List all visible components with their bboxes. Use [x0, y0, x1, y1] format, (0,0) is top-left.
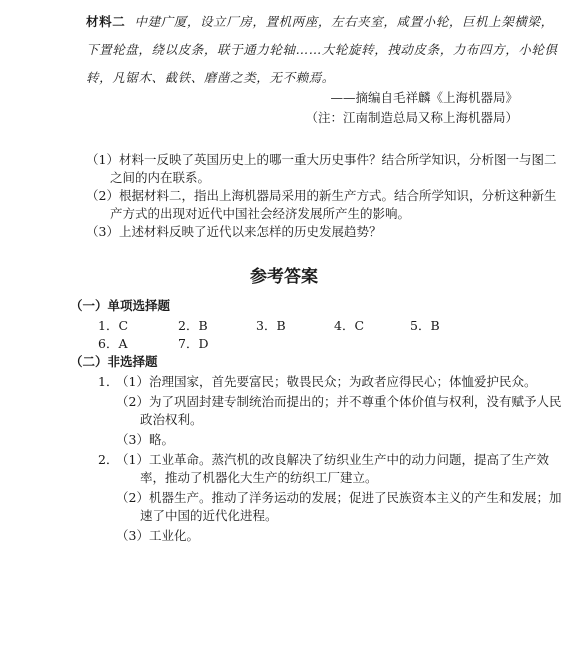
question-3-line1: （3）上述材料反映了近代以来怎样的历史发展趋势？ — [86, 224, 382, 239]
mc-answer-2: 2．B — [178, 318, 208, 333]
mc-answer-5: 5．B — [410, 318, 440, 333]
answer-1-part2-line2: 政治权利。 — [140, 412, 203, 427]
answer-2-part3: （3）工业化。 — [116, 528, 199, 543]
material2-line3: 转，凡锯木、截铁、磨凿之类，无不赖焉。 — [86, 70, 335, 85]
section-open-heading: （二）非选择题 — [70, 354, 158, 369]
mc-answer-7: 7．D — [178, 336, 209, 351]
mc-answer-3: 3．B — [256, 318, 286, 333]
material2-text1: 中建广厦，设立厂房，置机两座，左右夹室，咸置小轮，巨机上架横梁， — [134, 14, 554, 29]
answer-2-part1-line1: （1）工业革命。蒸汽机的改良解决了纺织业生产中的动力问题，提高了生产效 — [116, 452, 549, 467]
material2-line1 — [86, 14, 554, 30]
answer-2-part2-line1: （2）机器生产。推动了洋务运动的发展；促进了民族资本主义的产生和发展；加 — [116, 490, 562, 505]
question-1-line2: 之间的内在联系。 — [110, 170, 211, 185]
answer-1-num: 1． — [98, 374, 119, 389]
answer-1-part2-line1: （2）为了巩固封建专制统治而提出的；并不尊重个体价值与权利，没有赋予人民 — [116, 394, 562, 409]
section-mc-heading: （一）单项选择题 — [70, 298, 171, 313]
material2-line2: 下置轮盘，绕以皮条，联于通力轮轴……大轮旋转，拽动皮条，力布四方，小轮俱 — [86, 42, 558, 57]
answer-1-part1: （1）治理国家，首先要富民；敬畏民众；为政者应得民心；体恤爱护民众。 — [116, 374, 537, 389]
answer-2-num: 2． — [98, 452, 119, 467]
question-1-line1: （1）材料一反映了英国历史上的哪一重大历史事件？结合所学知识，分析图一与图二 — [86, 152, 557, 167]
mc-answer-6: 6．A — [98, 336, 128, 351]
mc-answer-1: 1．C — [98, 318, 129, 333]
answer-2-part1-line2: 率，推动了机器化大生产的纺织工厂建立。 — [140, 470, 378, 485]
material2-note: （注：江南制造总局又称上海机器局） — [305, 110, 518, 125]
question-2-line1: （2）根据材料二，指出上海机器局采用的新生产方式。结合所学知识，分析这种新生 — [86, 188, 557, 203]
question-2-line2: 产方式的出现对近代中国社会经济发展所产生的影响。 — [110, 206, 411, 221]
material2-source: ——摘编自毛祥麟《上海机器局》 — [330, 90, 518, 105]
answer-2-part2-line2: 速了中国的近代化进程。 — [140, 508, 278, 523]
material2-label: 材料二 — [86, 14, 126, 29]
mc-answer-4: 4．C — [334, 318, 365, 333]
answers-title: 参考答案 — [250, 267, 318, 287]
answer-1-part3: （3）略。 — [116, 432, 174, 447]
